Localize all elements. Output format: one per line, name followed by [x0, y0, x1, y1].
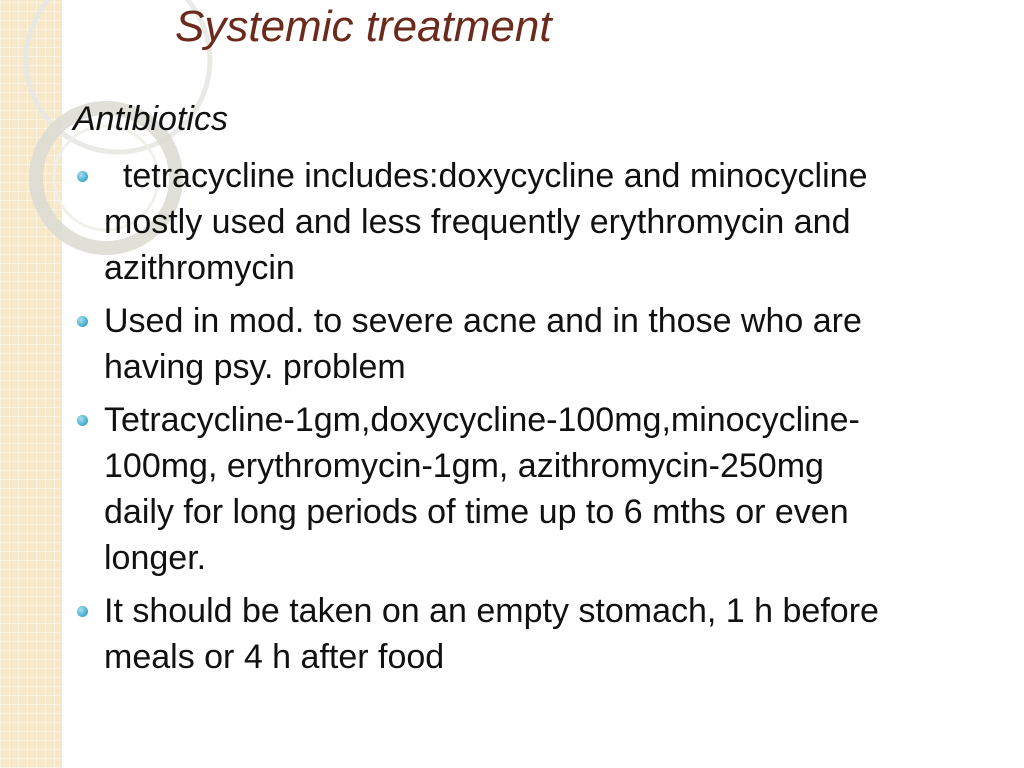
decorative-left-panel	[0, 0, 62, 768]
bullet-text: tetracycline includes:doxycycline and minocycline mostly used and less frequently erythromycin and azithromycin	[104, 157, 877, 287]
bullet-dot-icon	[77, 316, 88, 327]
bullet-dot-icon	[77, 606, 88, 617]
list-item	[74, 588, 889, 680]
bullet-text: Tetracycline-1gm,doxycycline-100mg,minocycline-100mg, erythromycin-1gm, azithromycin-250mg daily for long periods of time up to 6 mths or even longer.	[104, 401, 860, 577]
list-item	[74, 397, 884, 581]
section-subheading: Antibiotics	[73, 100, 228, 138]
bullet-text: Used in mod. to severe acne and in those who are having psy. problem	[104, 302, 872, 386]
list-item	[74, 298, 884, 390]
bullet-dot-icon	[77, 171, 88, 182]
slide-title: Systemic treatment	[175, 2, 552, 51]
list-item	[74, 153, 884, 291]
bullet-list	[74, 153, 889, 687]
bullet-text: It should be taken on an empty stomach, 1 h before meals or 4 h after food	[104, 592, 889, 676]
bullet-dot-icon	[77, 415, 88, 426]
